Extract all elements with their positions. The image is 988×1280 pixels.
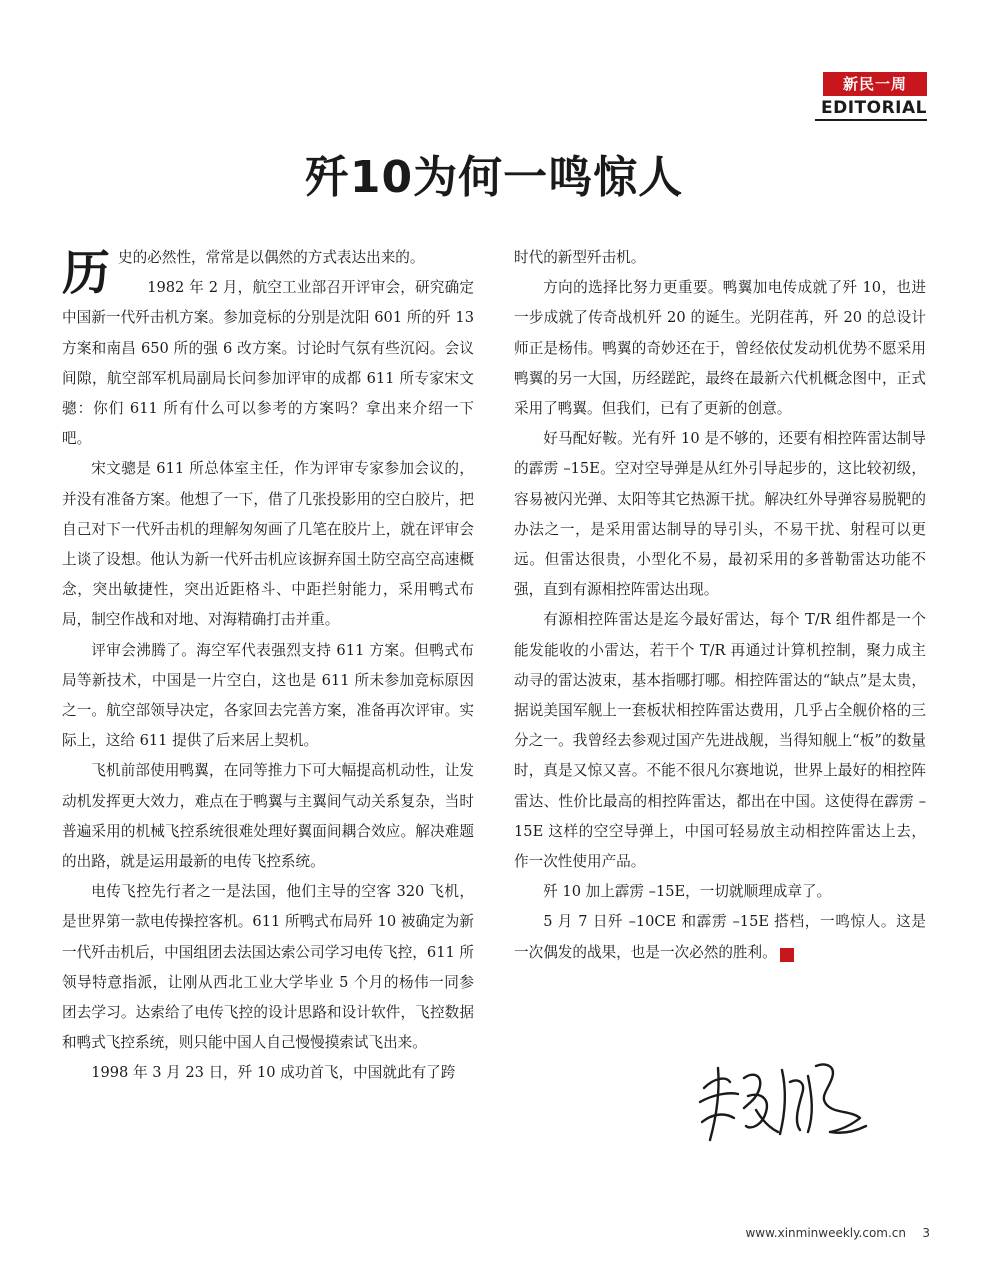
paragraph	[514, 907, 926, 967]
paragraph: 歼 10 加上霹雳 –15E，一切就顺理成章了。	[543, 883, 832, 901]
paragraph: 电传飞控先行者之一是法国，他们主导的空客 320 飞机，是世界第一款电传操控客机。611 所鸭式布局歼 10 被确定为新一代歼击机后，中国组团去法国达索公司学习电传飞控，611 所领导特意指派，让刚从西北工业大学毕业 5 个月的杨伟一同参团去学习。达索给了电传飞控的设计思路和设计软件，飞控数据和鸭式飞控系统，则只能中国人自己慢慢摸索试飞出来。	[62, 883, 474, 1052]
paragraph: 有源相控阵雷达是迄今最好雷达，每个 T/R 组件都是一个能发能收的小雷达，若干个 T/R 再通过计算机控制，聚力成主动寻的雷达波束，基本指哪打哪。相控阵雷达的“缺点”是太贵，据说美国军舰上一套板状相控阵雷达费用，几乎占全舰价格的三分之一。我曾经去参观过国产先进战舰，当得知舰上“板”的数量时，真是又惊又喜。不能不很凡尔赛地说，世界上最好的相控阵雷达、性价比最高的相控阵雷达，都出在中国。这使得在霹雳 –15E 这样的空空导弹上，中国可轻易放主动相控阵雷达上去，作一次性使用产品。	[514, 611, 926, 871]
paragraph	[62, 243, 474, 454]
footer-website-url: www.xinminweekly.com.cn	[745, 1226, 906, 1240]
paragraph-text: 史的必然性，常常是以偶然的方式表达出来的。	[118, 249, 425, 266]
paragraph-text: 5 月 7 日歼 –10CE 和霹雳 –15E 搭档，一鸣惊人。这是一次偶发的战果，也是一次必然的胜利。	[514, 913, 926, 961]
paragraph: 时代的新型歼击机。	[514, 249, 646, 266]
left-column	[62, 243, 474, 1089]
right-column	[514, 243, 926, 968]
paragraph: 好马配好鞍。光有歼 10 是不够的，还要有相控阵雷达制导的霹雳 –15E。空对空导弹是从红外引导起步的，这比较初级，容易被闪光弹、太阳等其它热源干扰。解决红外导弹容易脱靶的办法之一，是采用雷达制导的导引头，不易干扰、射程可以更远。但雷达很贵，小型化不易，最初采用的多普勒雷达功能不强，直到有源相控阵雷达出现。	[514, 430, 926, 599]
paragraph: 宋文骢是 611 所总体室主任，作为评审专家参加会议的，并没有准备方案。他想了一下，借了几张投影用的空白胶片，把自己对下一代歼击机的理解匆匆画了几笔在胶片上，就在评审会上谈了设想。他认为新一代歼击机应该摒弃国土防空高空高速概念，突出敏捷性，突出近距格斗、中距拦射能力，采用鸭式布局，制空作战和对地、对海精确打击并重。	[62, 460, 474, 629]
handwritten-signature	[690, 1048, 870, 1148]
paragraph: 方向的选择比努力更重要。鸭翼加电传成就了歼 10，也进一步成就了传奇战机歼 20 的诞生。光阴荏苒，歼 20 的总设计师正是杨伟。鸭翼的奇妙还在于，曾经依仗发动机优势不愿采用鸭翼的另一大国，历经蹉跎，最终在最新六代机概念图中，正式采用了鸭翼。但我们，已有了更新的创意。	[514, 279, 926, 418]
paragraph-text: 1982 年 2 月，航空工业部召开评审会，研究确定中国新一代歼击机方案。参加竞标的分别是沈阳 601 所的歼 13 方案和南昌 650 所的强 6 改方案。讨论时气氛有些沉闷。会议间隙，航空部军机局副局长问参加评审的成都 611 所专家宋文骢：你们 611 所有什么可以参考的方案吗？拿出来介绍一下吧。	[62, 279, 474, 448]
drop-cap: 历	[62, 245, 111, 301]
paragraph: 1998 年 3 月 23 日，歼 10 成功首飞，中国就此有了跨	[91, 1064, 456, 1082]
masthead-brand-badge: 新民一周	[823, 72, 927, 96]
masthead-section-label: EDITORIAL	[815, 97, 927, 121]
end-mark-icon: 民	[780, 948, 794, 962]
page-title: 歼10为何一鸣惊人	[304, 152, 684, 203]
paragraph: 评审会沸腾了。海空军代表强烈支持 611 方案。但鸭式布局等新技术，中国是一片空白，这也是 611 所未参加竞标原因之一。航空部领导决定，各家回去完善方案，准备再次评审。实际上，这给 611 提供了后来居上契机。	[62, 641, 474, 750]
paragraph: 飞机前部使用鸭翼，在同等推力下可大幅提高机动性，让发动机发挥更大效力，难点在于鸭翼与主翼间气动关系复杂，当时普遍采用的机械飞控系统很难处理好翼面间耦合效应。解决难题的出路，就是运用最新的电传飞控系统。	[62, 762, 474, 871]
footer-page-number: 3	[922, 1226, 930, 1240]
